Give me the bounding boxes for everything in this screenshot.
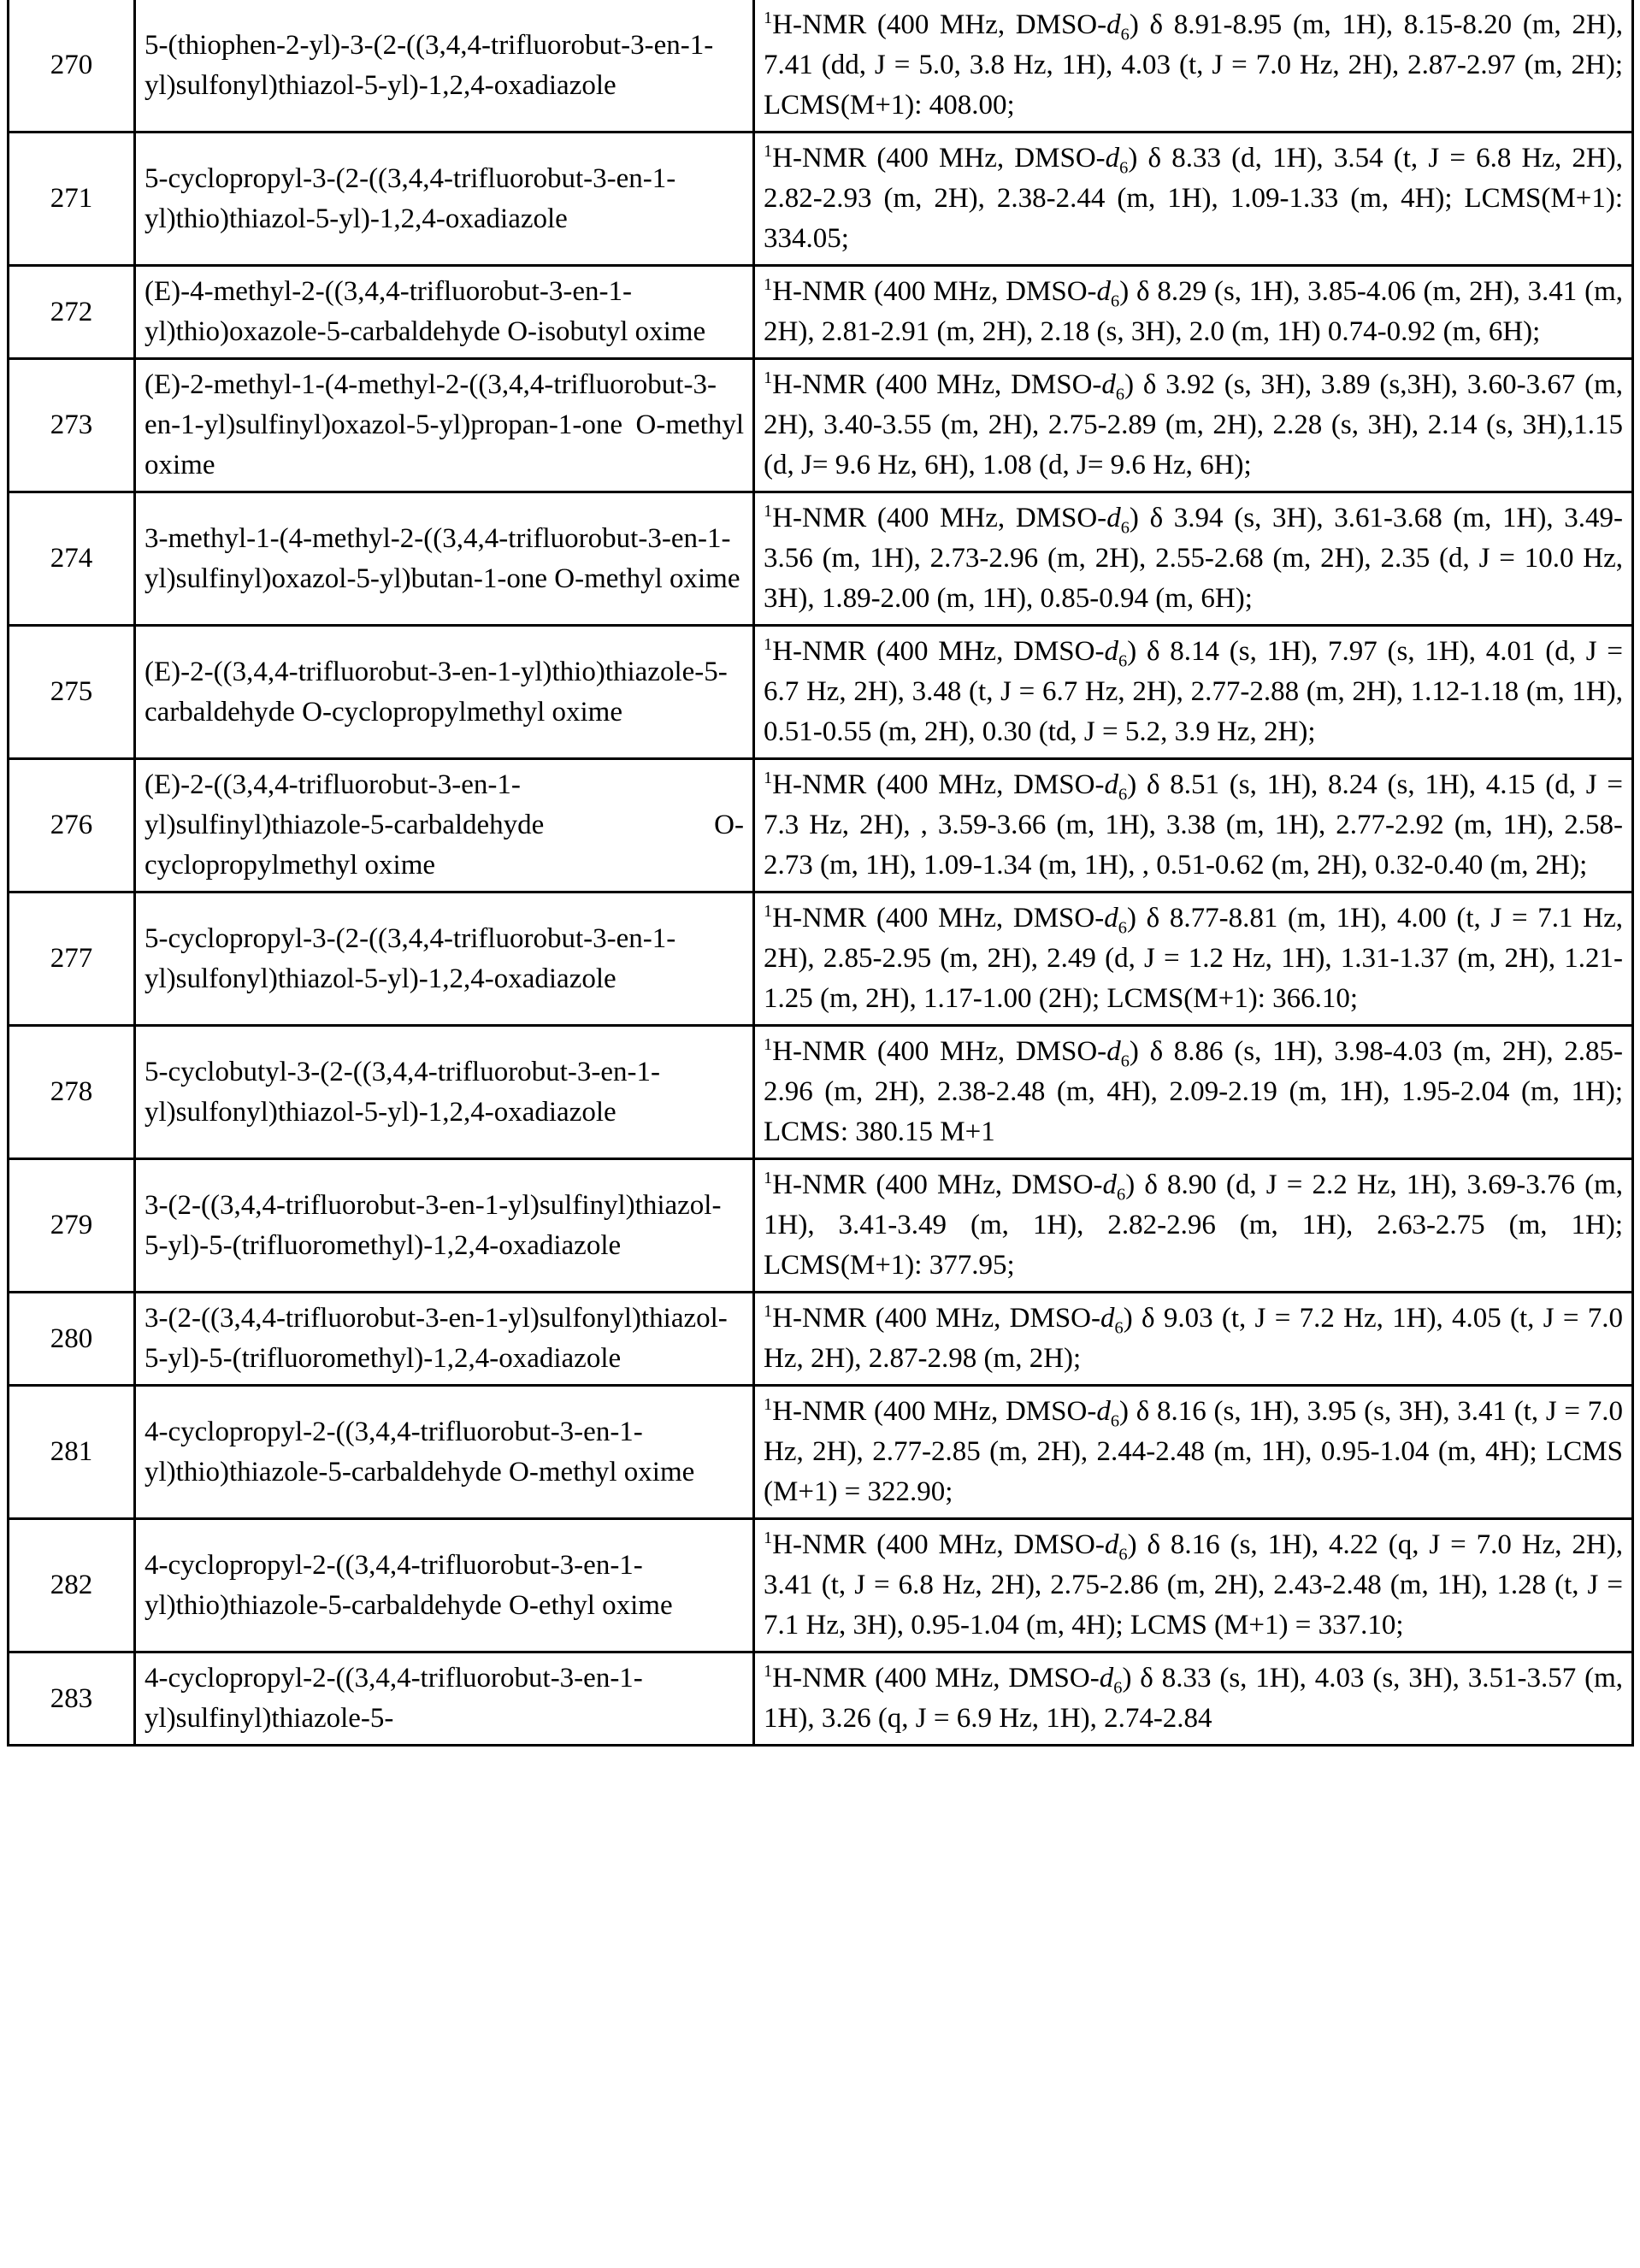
nmr-solvent-subscript: 6 [1118,1545,1128,1564]
compound-row [9,892,1633,1026]
nmr-solvent-d: d [1104,769,1118,800]
nmr-solvent-d: d [1099,1663,1114,1694]
nmr-body-text: ) δ 8.16 (s, 1H), 4.22 (q, J = 7.0 Hz, 2H), 3.41 (t, J = 6.8 Hz, 2H), 2.75-2.86 (m, 2H), 2.43-2.48 (m, 1H), 1.28 (t, J = 7.1 Hz, 3H), 0.95-1.04 (m, 4H); LCMS (M+1) = 337.10; [764,1529,1623,1641]
compound-nmr-data [754,1652,1633,1746]
nmr-proton-superscript: 1 [764,1662,773,1681]
nmr-head-text: H-NMR (400 MHz, DMSO- [772,369,1102,400]
nmr-solvent-d: d [1102,1169,1118,1200]
compound-number: 280 [9,1293,135,1386]
compound-table [7,0,1634,1747]
compound-name: 4-cyclopropyl-2-((3,4,4-trifluorobut-3-en-1-yl)thio)thiazole-5-carbaldehyde O-methyl oxime [135,1386,754,1519]
nmr-solvent-subscript: 6 [1120,1052,1130,1071]
nmr-solvent-d: d [1105,143,1120,174]
nmr-solvent-subscript: 6 [1118,785,1128,804]
nmr-solvent-d: d [1101,369,1116,400]
compound-row [9,133,1633,266]
compound-number: 277 [9,892,135,1026]
compound-name: 3-(2-((3,4,4-trifluorobut-3-en-1-yl)sulfonyl)thiazol-5-yl)-5-(trifluoromethyl)-1,2,4-oxadiazole [135,1293,754,1386]
nmr-head-text: H-NMR (400 MHz, DMSO- [772,1169,1103,1200]
compound-name: (E)-2-((3,4,4-trifluorobut-3-en-1-yl)sulfinyl)thiazole-5-carbaldehyde O-cyclopropylmethyl oxime [135,759,754,892]
compound-row [9,1652,1633,1746]
nmr-solvent-d: d [1104,636,1118,667]
nmr-head-text: H-NMR (400 MHz, DMSO- [772,903,1105,934]
compound-name: 4-cyclopropyl-2-((3,4,4-trifluorobut-3-en-1-yl)thio)thiazole-5-carbaldehyde O-ethyl oxime [135,1519,754,1652]
compound-nmr-data [754,133,1633,266]
nmr-head-text: H-NMR (400 MHz, DMSO- [772,1303,1100,1334]
compound-row [9,0,1633,133]
compound-row [9,1159,1633,1293]
nmr-proton-superscript: 1 [764,9,773,27]
nmr-proton-superscript: 1 [764,1035,773,1054]
compound-nmr-data [754,492,1633,626]
nmr-body-text: ) δ 8.29 (s, 1H), 3.85-4.06 (m, 2H), 3.41 (m, 2H), 2.81-2.91 (m, 2H), 2.18 (s, 3H), 2.0 (m, 1H) 0.74-0.92 (m, 6H); [764,276,1623,347]
nmr-solvent-subscript: 6 [1114,1318,1124,1338]
nmr-head-text: H-NMR (400 MHz, DMSO- [772,276,1097,307]
nmr-solvent-subscript: 6 [1113,1678,1123,1698]
compound-row [9,1386,1633,1519]
compound-row [9,266,1633,359]
compound-row [9,626,1633,759]
nmr-body-text: ) δ 8.77-8.81 (m, 1H), 4.00 (t, J = 7.1 Hz, 2H), 2.85-2.95 (m, 2H), 2.49 (d, J = 1.2 Hz, 1H), 1.31-1.37 (m, 2H), 1.21-1.25 (m, 2H), 1.17-1.00 (2H); LCMS(M+1): 366.10; [764,903,1623,1014]
nmr-proton-superscript: 1 [764,1395,773,1414]
compound-nmr-data [754,892,1633,1026]
compound-nmr-data [754,0,1633,133]
compound-nmr-data [754,359,1633,492]
nmr-proton-superscript: 1 [764,142,773,161]
nmr-proton-superscript: 1 [764,275,773,294]
compound-row [9,1519,1633,1652]
compound-name: 5-cyclobutyl-3-(2-((3,4,4-trifluorobut-3-en-1-yl)sulfonyl)thiazol-5-yl)-1,2,4-oxadiazole [135,1026,754,1159]
compound-nmr-data [754,1026,1633,1159]
nmr-solvent-subscript: 6 [1117,1185,1126,1205]
nmr-solvent-d: d [1104,903,1118,934]
nmr-solvent-subscript: 6 [1111,292,1120,311]
compound-name: (E)-2-methyl-1-(4-methyl-2-((3,4,4-trifluorobut-3-en-1-yl)sulfinyl)oxazol-5-yl)propan-1-one O-methyl oxime [135,359,754,492]
nmr-proton-superscript: 1 [764,902,773,921]
nmr-body-text: ) δ 9.03 (t, J = 7.2 Hz, 1H), 4.05 (t, J = 7.0 Hz, 2H), 2.87-2.98 (m, 2H); [764,1303,1623,1374]
compound-number: 270 [9,0,135,133]
compound-number: 275 [9,626,135,759]
compound-name: 4-cyclopropyl-2-((3,4,4-trifluorobut-3-en-1-yl)sulfinyl)thiazole-5- [135,1652,754,1746]
nmr-proton-superscript: 1 [764,635,773,654]
nmr-proton-superscript: 1 [764,368,773,387]
nmr-body-text: ) δ 8.33 (s, 1H), 4.03 (s, 3H), 3.51-3.57 (m, 1H), 3.26 (q, J = 6.9 Hz, 1H), 2.74-2.84 [764,1663,1623,1734]
nmr-solvent-d: d [1106,503,1121,533]
compound-number: 281 [9,1386,135,1519]
nmr-proton-superscript: 1 [764,1302,773,1321]
compound-row [9,359,1633,492]
nmr-body-text: ) δ 8.90 (d, J = 2.2 Hz, 1H), 3.69-3.76 (m, 1H), 3.41-3.49 (m, 1H), 2.82-2.96 (m, 1H), 2.63-2.75 (m, 1H); LCMS(M+1): 377.95; [764,1169,1623,1281]
nmr-solvent-subscript: 6 [1119,158,1129,178]
nmr-body-text: ) δ 3.94 (s, 3H), 3.61-3.68 (m, 1H), 3.49-3.56 (m, 1H), 2.73-2.96 (m, 2H), 2.55-2.68 (m, 2H), 2.35 (d, J = 10.0 Hz, 3H), 1.89-2.00 (m, 1H), 0.85-0.94 (m, 6H); [764,503,1623,614]
compound-name: (E)-2-((3,4,4-trifluorobut-3-en-1-yl)thio)thiazole-5-carbaldehyde O-cyclopropylmethyl oxime [135,626,754,759]
compound-name: (E)-4-methyl-2-((3,4,4-trifluorobut-3-en-1-yl)thio)oxazole-5-carbaldehyde O-isobutyl oxime [135,266,754,359]
compound-name: 5-cyclopropyl-3-(2-((3,4,4-trifluorobut-3-en-1-yl)thio)thiazol-5-yl)-1,2,4-oxadiazole [135,133,754,266]
compound-nmr-data [754,759,1633,892]
compound-row [9,759,1633,892]
compound-nmr-data [754,1159,1633,1293]
compound-name: 3-methyl-1-(4-methyl-2-((3,4,4-trifluorobut-3-en-1-yl)sulfinyl)oxazol-5-yl)butan-1-one O-methyl oxime [135,492,754,626]
compound-nmr-data [754,1386,1633,1519]
nmr-solvent-subscript: 6 [1115,385,1125,404]
nmr-solvent-d: d [1096,276,1112,307]
compound-number: 273 [9,359,135,492]
nmr-head-text: H-NMR (400 MHz, DMSO- [772,1663,1100,1694]
nmr-head-text: H-NMR (400 MHz, DMSO- [772,143,1106,174]
nmr-solvent-subscript: 6 [1120,25,1130,44]
nmr-solvent-d: d [1104,1529,1119,1560]
nmr-body-text: ) δ 8.14 (s, 1H), 7.97 (s, 1H), 4.01 (d, J = 6.7 Hz, 2H), 3.48 (t, J = 6.7 Hz, 2H), 2.77-2.88 (m, 2H), 1.12-1.18 (m, 1H), 0.51-0.55 (m, 2H), 0.30 (td, J = 5.2, 3.9 Hz, 2H); [764,636,1623,747]
nmr-solvent-d: d [1106,9,1121,40]
nmr-body-text: ) δ 8.51 (s, 1H), 8.24 (s, 1H), 4.15 (d, J = 7.3 Hz, 2H), , 3.59-3.66 (m, 1H), 3.38 (m, 1H), 2.77-2.92 (m, 1H), 2.58-2.73 (m, 1H), 1.09-1.34 (m, 1H), , 0.51-0.62 (m, 2H), 0.32-0.40 (m, 2H); [764,769,1623,881]
compound-number: 283 [9,1652,135,1746]
nmr-solvent-d: d [1096,1396,1111,1427]
nmr-head-text: H-NMR (400 MHz, DMSO- [772,1036,1107,1067]
nmr-solvent-d: d [1106,1036,1121,1067]
compound-number: 271 [9,133,135,266]
compound-number: 276 [9,759,135,892]
compound-name: 5-(thiophen-2-yl)-3-(2-((3,4,4-trifluorobut-3-en-1-yl)sulfonyl)thiazol-5-yl)-1,2,4-oxadiazole [135,0,754,133]
compound-row [9,492,1633,626]
nmr-head-text: H-NMR (400 MHz, DMSO- [772,1529,1105,1560]
nmr-body-text: ) δ 8.33 (d, 1H), 3.54 (t, J = 6.8 Hz, 2H), 2.82-2.93 (m, 2H), 2.38-2.44 (m, 1H), 1.09-1.33 (m, 4H); LCMS(M+1): 334.05; [764,143,1623,254]
compound-number: 282 [9,1519,135,1652]
compound-number: 278 [9,1026,135,1159]
nmr-solvent-d: d [1100,1303,1115,1334]
nmr-proton-superscript: 1 [764,1529,773,1547]
compound-table-body [9,0,1633,1746]
compound-name: 3-(2-((3,4,4-trifluorobut-3-en-1-yl)sulfinyl)thiazol-5-yl)-5-(trifluoromethyl)-1,2,4-oxadiazole [135,1159,754,1293]
nmr-head-text: H-NMR (400 MHz, DMSO- [772,769,1105,800]
nmr-body-text: ) δ 3.92 (s, 3H), 3.89 (s,3H), 3.60-3.67 (m, 2H), 3.40-3.55 (m, 2H), 2.75-2.89 (m, 2H), 2.28 (s, 3H), 2.14 (s, 3H),1.15 (d, J= 9.6 Hz, 6H), 1.08 (d, J= 9.6 Hz, 6H); [764,369,1623,480]
compound-number: 279 [9,1159,135,1293]
nmr-head-text: H-NMR (400 MHz, DMSO- [772,9,1107,40]
nmr-body-text: ) δ 8.86 (s, 1H), 3.98-4.03 (m, 2H), 2.85-2.96 (m, 2H), 2.38-2.48 (m, 4H), 2.09-2.19 (m, 1H), 1.95-2.04 (m, 1H); LCMS: 380.15 M+1 [764,1036,1623,1147]
compound-number: 272 [9,266,135,359]
compound-nmr-data [754,266,1633,359]
compound-name: 5-cyclopropyl-3-(2-((3,4,4-trifluorobut-3-en-1-yl)sulfonyl)thiazol-5-yl)-1,2,4-oxadiazole [135,892,754,1026]
nmr-head-text: H-NMR (400 MHz, DMSO- [772,636,1105,667]
nmr-solvent-subscript: 6 [1110,1411,1120,1431]
nmr-head-text: H-NMR (400 MHz, DMSO- [772,1396,1097,1427]
nmr-proton-superscript: 1 [764,769,773,787]
nmr-solvent-subscript: 6 [1118,651,1128,671]
compound-row [9,1293,1633,1386]
compound-row [9,1026,1633,1159]
nmr-solvent-subscript: 6 [1118,918,1127,938]
nmr-body-text: ) δ 8.16 (s, 1H), 3.95 (s, 3H), 3.41 (t, J = 7.0 Hz, 2H), 2.77-2.85 (m, 2H), 2.44-2.48 (m, 1H), 0.95-1.04 (m, 4H); LCMS (M+1) = 322.90; [764,1396,1623,1507]
compound-nmr-data [754,626,1633,759]
nmr-proton-superscript: 1 [764,1169,773,1187]
nmr-solvent-subscript: 6 [1120,518,1130,538]
compound-nmr-data [754,1293,1633,1386]
nmr-head-text: H-NMR (400 MHz, DMSO- [772,503,1107,533]
nmr-proton-superscript: 1 [764,502,773,521]
nmr-body-text: ) δ 8.91-8.95 (m, 1H), 8.15-8.20 (m, 2H), 7.41 (dd, J = 5.0, 3.8 Hz, 1H), 4.03 (t, J = 7.0 Hz, 2H), 2.87-2.97 (m, 2H); LCMS(M+1): 408.00; [764,9,1623,121]
compound-nmr-data [754,1519,1633,1652]
compound-number: 274 [9,492,135,626]
